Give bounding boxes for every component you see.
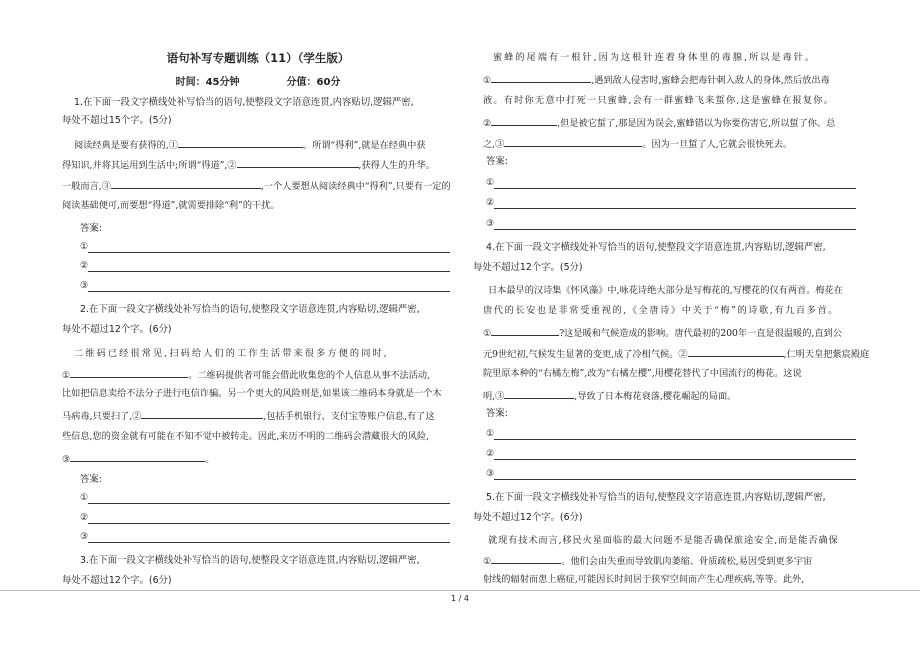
page-number: 1 / 4 — [451, 594, 469, 603]
q3-answer-label: 答案: — [486, 156, 508, 167]
q4-answer-line-3[interactable] — [494, 479, 856, 480]
q4-blank-1[interactable] — [491, 326, 559, 336]
q5-stem: 5.在下面一段文字横线处补写恰当的语句,使整段文字语意连贯,内容贴切,逻辑严密, — [486, 492, 826, 503]
q2-blank-3[interactable] — [70, 452, 205, 462]
q4-blank-3[interactable] — [504, 389, 574, 399]
left-column — [62, 0, 454, 650]
q2-passage-line: ③ 。 — [62, 454, 215, 465]
q2-answer-mark: ① — [80, 492, 89, 503]
q1-answer-mark: ② — [80, 260, 89, 271]
q4-passage-line: 唐代的长安也是非常受重视的,《全唐诗》中关于“梅”的诗歌,有九百多首。 — [483, 305, 840, 316]
q4-answer-label: 答案: — [486, 408, 508, 419]
q1-answer-line-3[interactable] — [88, 291, 450, 292]
q2-blank-2[interactable] — [141, 409, 263, 419]
q1-blank-3[interactable] — [111, 179, 261, 189]
q2-answer-label: 答案: — [80, 474, 102, 485]
q2-passage-line: 二维码已经很常见,扫码给人们的工作生活带来很多方便的同时, — [74, 348, 389, 359]
q5-stem-2: 每处不超过12个字。(6分) — [473, 512, 583, 523]
q4-blank-2[interactable] — [688, 347, 784, 357]
q4-answer-mark: ② — [486, 448, 495, 459]
q1-blank-2[interactable] — [237, 158, 359, 168]
q2-blank-1[interactable] — [70, 368, 188, 378]
q3-passage-line: 液。有时你无意中打死一只蜜蜂,会有一群蜜蜂飞来蜇你,这是蜜蜂在报复你。 — [483, 95, 835, 106]
q3-stem: 3.在下面一段文字横线处补写恰当的语句,使整段文字语意连贯,内容贴切,逻辑严密, — [80, 555, 420, 566]
q3-answer-line-1[interactable] — [494, 188, 856, 189]
q4-answer-line-1[interactable] — [494, 439, 856, 440]
q5-passage-line: 射线的辐射而患上癌症,可能因长时间居于狭窄空间而产生心理疾病,等等。此外, — [483, 574, 805, 585]
q4-stem: 4.在下面一段文字横线处补写恰当的语句,使整段文字语意连贯,内容贴切,逻辑严密, — [486, 242, 826, 253]
q5-passage-line: 就现有技术而言,移民火星面临的最大问题不是能否确保旅途安全,而是能否确保 — [488, 535, 839, 546]
q2-answer-mark: ③ — [80, 531, 89, 542]
q2-answer-line-3[interactable] — [88, 542, 450, 543]
score-label: 分值：60分 — [286, 77, 341, 88]
q1-answer-mark: ① — [80, 241, 89, 252]
q4-stem-2: 每处不超过12个字。(5分) — [473, 262, 583, 273]
q1-answer-mark: ③ — [80, 280, 89, 291]
q1-passage-line: 阅读基础便可,而要想“得道”,就需要排除“利”的干扰。 — [62, 200, 280, 211]
q2-answer-mark: ② — [80, 512, 89, 523]
q2-passage-line: 些信息,您的资金就有可能在不知不觉中被转走。因此,来历不明的二维码会潜藏很大的风险, — [62, 431, 430, 442]
q1-passage-line: 得知识,并将其运用到生活中;所谓“得道”,② ,获得人生的升华。 — [62, 160, 435, 171]
document-title: 语句补写专题训练（11）（学生版） — [166, 51, 350, 65]
q1-stem: 1.在下面一段文字横线处补写恰当的语句,使整段文字语意连贯,内容贴切,逻辑严密, — [74, 97, 414, 108]
q3-passage-line: 蜜蜂的尾端有一根针,因为这根针连着身体里的毒腺,所以是毒针。 — [493, 52, 817, 63]
q1-passage-line: 一般而言,③ ,一个人要想从阅读经典中“得利”,只要有一定的 — [62, 181, 451, 192]
q4-passage-line: 院里原本种的“右橘左梅”,改为“右橘左樱”,用樱花替代了中国流行的梅花。这说 — [483, 368, 802, 379]
q2-passage-line: ① 。二维码提供者可能会借此收集您的个人信息从事不法活动, — [62, 370, 431, 381]
q3-blank-2[interactable] — [491, 116, 557, 126]
q4-passage-line: 明,③ ,导致了日本梅花衰落,樱花崛起的局面。 — [483, 391, 737, 402]
q4-passage-line: ① ?这是暖和气候造成的影响。唐代最初的200年一直是很温暖的,直到公 — [483, 328, 842, 339]
q4-answer-mark: ③ — [486, 468, 495, 479]
q4-passage-line: 日本最早的汉诗集《怀风藻》中,咏花诗绝大部分是写梅花的,写樱花的仅有两首。梅花在 — [488, 285, 843, 296]
q3-answer-mark: ③ — [486, 218, 495, 229]
q2-passage-line: 比如把信息卖给不法分子进行电信诈骗。另一个更大的风险则是,如果该二维码本身就是一个木 — [62, 388, 442, 399]
q1-passage-line: 阅读经典是要有获得的,① 。所谓“得利”,就是在经典中获 — [74, 140, 426, 151]
q2-stem: 2.在下面一段文字横线处补写恰当的语句,使整段文字语意连贯,内容贴切,逻辑严密, — [80, 304, 420, 315]
q3-answer-line-2[interactable] — [494, 208, 856, 209]
q3-passage-line: ② ,但是被它蜇了,那是因为误会,蜜蜂错以为你要伤害它,所以蜇了你。总 — [483, 118, 836, 129]
q4-answer-mark: ① — [486, 428, 495, 439]
exam-info — [62, 73, 454, 88]
q3-answer-line-3[interactable] — [494, 229, 856, 230]
q1-answer-label: 答案: — [80, 223, 102, 234]
q5-blank-1[interactable] — [491, 554, 561, 564]
q3-answer-mark: ② — [486, 197, 495, 208]
q3-blank-3[interactable] — [504, 137, 642, 147]
q4-answer-line-2[interactable] — [494, 459, 856, 460]
q2-answer-line-1[interactable] — [88, 503, 450, 504]
q2-stem-2: 每处不超过12个字。(6分) — [62, 324, 172, 335]
q1-answer-line-2[interactable] — [88, 271, 450, 272]
q3-stem-2: 每处不超过12个字。(6分) — [62, 575, 172, 586]
q3-blank-1[interactable] — [491, 73, 591, 83]
q1-stem-2: 每处不超过15个字。(5分) — [62, 115, 172, 126]
q2-passage-line: 马病毒,只要扫了,② ,包括手机银行、支付宝等账户信息,有了这 — [62, 411, 435, 422]
q3-answer-mark: ① — [486, 177, 495, 188]
q5-passage-line: ① 。他们会由失重而导致肌肉萎缩、骨质疏松,易因受到更多宇宙 — [483, 556, 813, 567]
q1-blank-1[interactable] — [178, 138, 303, 148]
q4-passage-line: 元9世纪初,气候发生显著的变更,成了冷相气候。② ,仁明天皇把紫宸殿庭 — [483, 349, 870, 360]
time-label: 时间：45分钟 — [175, 77, 240, 88]
q1-answer-line-1[interactable] — [88, 252, 450, 253]
right-column — [473, 0, 870, 650]
footer-rule — [0, 590, 920, 591]
q3-passage-line: 之,③ 。因为一旦蜇了人,它就会很快死去。 — [483, 139, 793, 150]
q2-answer-line-2[interactable] — [88, 523, 450, 524]
q3-passage-line: ① ,遇到敌人侵害时,蜜蜂会把毒针刺入敌人的身体,然后放出毒 — [483, 75, 830, 86]
